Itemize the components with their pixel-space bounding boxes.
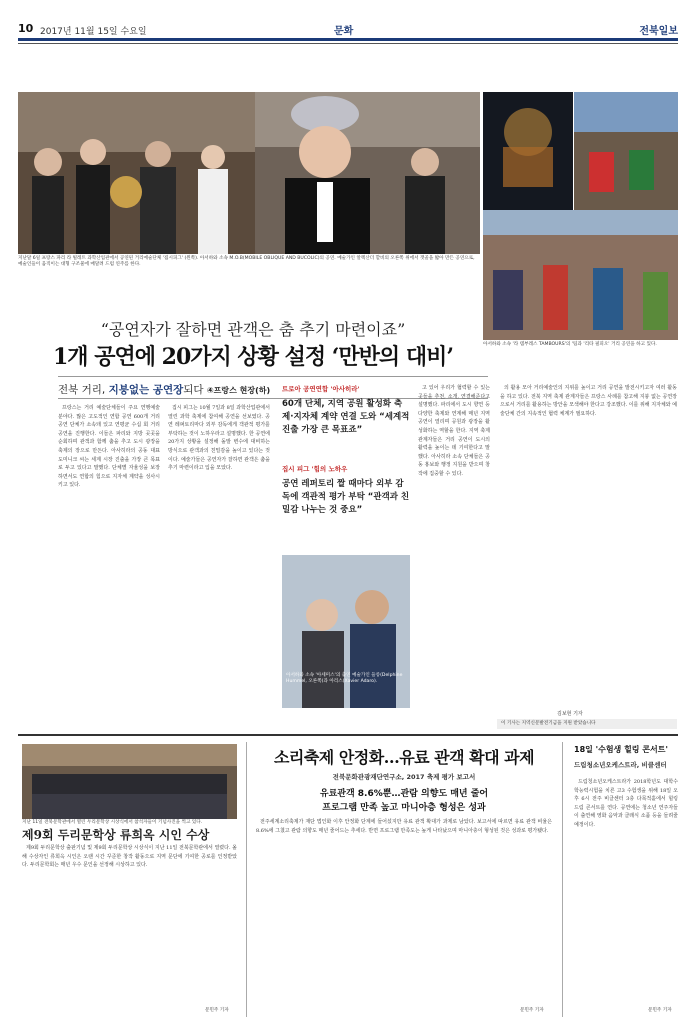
inset-photo-caption: 아서하와 소속 '아세미스'의 출연 예술가인 들롱(Delphine Hummel, 오른쪽)과 아리스(Xavier Adaro).	[286, 673, 403, 684]
photo-street-parade	[483, 210, 678, 340]
article-quote: “공연자가 잘하면 관객은 춤 추기 마련이죠”	[100, 320, 406, 339]
festival-credit: 문민주 기자	[520, 1008, 544, 1013]
issue-date: 2017년 11월 15일 수요일	[40, 27, 147, 37]
article-column-2: 집시 피그는 10월 7일과 8일 과학산업관에서 열린 과학 축제에 참여해 공연을 선보였다. 공연 레퍼토리마다 외부 감독에게 객관적 평가를 부탁하는 것이 노하우라고 설명했다. 한 공연에 20가지 상황을 설정해 돌발 변수에 대비하는 방식으로 관객과의 친밀감을 높이고 있다는 것이다. 예술가들은 공연자가 잘하면 관객은 춤을 추기 마련이라고 입을 모았다.	[168, 405, 270, 472]
article-credit: 김보현 기자	[557, 711, 583, 717]
column-divider-left	[246, 742, 247, 1017]
concert-subhead: 드림청소년오케스트라, 비클센터	[574, 761, 667, 769]
article-column-3: 고 있어 우리가 협력할 수 있는 곳들을 추천, 소개, 연결해준다고 설명했다. 파리에서 도시 향연 등 다양한 축제와 연계해 매년 지역 공연이 열리며 공원과 광장을 활성화하는 역할을 한다. 지역 축제 관계자들은 거리 공연이 도시의 활력을 높이는 데 기여한다고 말했다. 아사히라 소속 단체들은 공동 홍보와 행정 지원을 받으며 창작에 집중할 수 있다.	[418, 385, 490, 477]
top-photo-caption: 지난달 6일 프랑스 파리 라 빌레트 과학산업관에서 공연된 거리예술단체 '집시피그' (왼쪽). 아서하와 소속 M.O.B(MOBILE OBLIQUE AND BUCOLIC)의 공연. 예술가인 알렉산더 할비의 오른쪽 위에서 갯골을 밟아 만든 공연으로, 예술인들이 움직이는 대형 구조물에 매달려 드럼 연주를 한다.	[18, 256, 475, 267]
header-rule	[18, 38, 678, 41]
page-number: 10	[18, 22, 34, 35]
concert-body: 드림청소년오케스트라가 2018학년도 대학수학능력시험을 치른 고3 수험생을 위해 18일 오후 6시 전주 비클센터 3층 다목적홀에서 힐링 드림 콘서트를 연다. 공연에는 청소년 연주자들이 출연해 영화 음악과 클래식 소품 등을 들려줄 예정이다.	[574, 779, 678, 828]
photo-artists-inset	[282, 555, 410, 708]
sidebar-label-1: 트로아 공연연합 '아사히라'	[282, 385, 360, 393]
header-rule-thin	[18, 43, 678, 44]
festival-source: 전북문화관광재단연구소, 2017 축제 평가 보고서	[332, 773, 476, 781]
subhead-post: 되다	[183, 384, 204, 396]
headline-rule	[58, 376, 488, 377]
photo-performer-closeup	[255, 92, 480, 254]
section-divider	[18, 734, 678, 736]
article-column-4: 의 활용 모아 거리예술인의 지위를 높이고 거리 공연을 발전시키고자 여러 활동을 하고 있다. 전북 지역 축제 관계자들은 프랑스 사례를 참고해 지붕 없는 공연장으로서 거리를 활용하는 방안을 모색해야 한다고 강조했다. 이를 위해 지자체와 예술단체 간의 지속적인 협력 체계가 필요하다.	[500, 385, 677, 417]
award-photo-caption: 지난 11일 전북문학관에서 열린 두리문학상 시상식에서 참석자들이 기념사진을 찍고 있다.	[22, 820, 203, 825]
photo-gypsy-pig	[18, 92, 255, 254]
subhead-pre: 전북 거리,	[58, 384, 106, 396]
photo-night-show	[483, 92, 573, 210]
festival-subhead-2: 프로그램 만족 높고 마니아층 형성은 성과	[322, 803, 486, 813]
sidebar-label-2: 집시 피그 '힘의 노하우	[282, 465, 348, 473]
column-divider-right	[562, 742, 563, 1017]
photo-award-ceremony	[22, 744, 237, 819]
section-title: 문화	[334, 26, 354, 37]
page-header	[18, 22, 678, 38]
funding-note: 이 기사는 지역신문발전기금을 지원 받았습니다	[497, 719, 677, 729]
award-body: 제9회 두리문학상 출판기념 및 제9회 두리문학상 시상식이 지난 11일 전북문학관에서 열렸다. 올해 수상자인 류희옥 시인은 오랜 시간 꾸준한 창작 활동으로 지역 문단에 기여한 공로를 인정받았다. 두리문학회는 매년 우수 문인을 선정해 시상하고 있다.	[22, 845, 237, 869]
subhead-highlight: 지붕없는 공연장	[108, 384, 184, 396]
subhead-series: ④프랑스 현장(하)	[206, 386, 271, 395]
festival-subhead-1: 유료관객 8.6%뿐…관람 의향도 매년 줄어	[319, 789, 489, 799]
photo-drum-performance	[574, 92, 678, 210]
article-headline: 1개 공연에 20가지 상황 설정 ‘만반의 대비’	[53, 344, 453, 370]
newspaper-name: 전북일보	[639, 26, 678, 37]
festival-headline: 소리축제 안정화…유료 관객 확대 과제	[273, 748, 535, 767]
festival-body: 전주세계소리축제가 재단 법인화 이후 안정화 단계에 들어섰지만 유료 관객 확대가 과제로 남았다. 보고서에 따르면 유료 관객 비율은 8.6%에 그쳤고 관람 의향도 매년 줄어드는 추세다. 반면 프로그램 만족도는 높게 나타났으며 마니아층이 형성된 것은 성과로 평가됐다.	[256, 819, 552, 834]
article-column-1: 프랑스는 거리 예술단체들이 주요 연행예술 분야다. 많은 고도적인 연합 공연 600개 거리공연 단체가 소속돼 있고 연평균 수십 회 거리 공연을 진행한다. 이들은 파리와 지방 곳곳을 순회하며 관객과 함께 춤을 추고 도시 광장을 축제의 장으로 만든다. 아사히라의 공동 대표 도미니크 씨는 세계 시장 진출을 가장 큰 목표로 두고 있다고 말했다. 단체별 자율성을 보장하면서도 연합의 힘으로 지자체 계약을 성사시키고 있다.	[58, 405, 160, 489]
award-credit: 문민주 기자	[205, 1008, 229, 1013]
sidebar-text-2: 공연 레퍼토리 짤 때마다 외부 감독에 객관적 평가 부탁 “관객과 친밀감 나누는 것 중요”	[282, 479, 410, 515]
sidebar-text-1: 60개 단체, 지역 공원 활성화 축제·지자체 계약 연결 도와 “세계적 진출 가장 큰 목표죠”	[282, 399, 410, 435]
right-photo-caption: 아서하와 소속 '라 템부레스 TAMBOURS'의 '팀과 '리타 필피오' 거리 공연을 하고 있다.	[483, 342, 657, 347]
award-headline: 제9회 두리문학상 류희옥 시인 수상	[22, 828, 210, 842]
concert-headline: 18일 '수험생 힐링 콘서트'	[574, 745, 668, 754]
concert-credit: 문민주 기자	[648, 1008, 672, 1013]
